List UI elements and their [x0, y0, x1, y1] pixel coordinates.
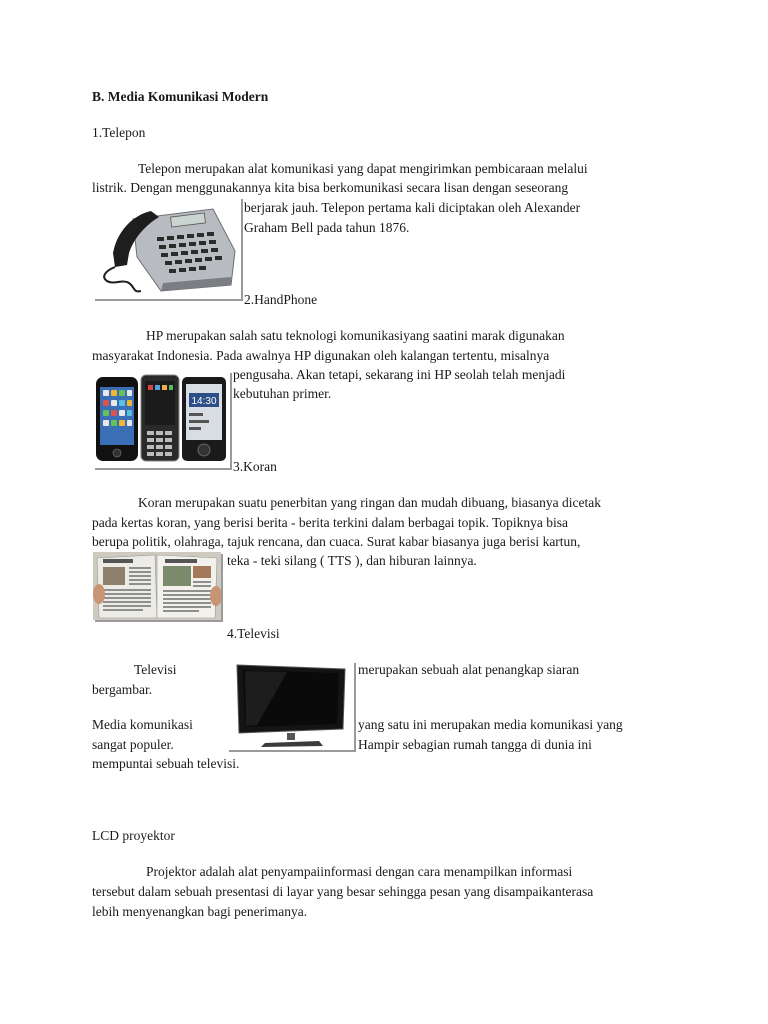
televisi-line-4a: sangat populer. — [92, 737, 174, 752]
koran-line-3: berupa politik, olahraga, tajuk rencana, dan cuaca. Surat kabar biasanya juga berisi kartun, — [92, 534, 581, 549]
television-image — [227, 661, 354, 750]
televisi-line-1a: Televisi — [134, 662, 177, 677]
televisi-line-5: mempuntai sebuah televisi. — [92, 756, 240, 771]
handphone-image — [93, 371, 230, 468]
newspaper-image — [93, 552, 221, 620]
telepon-line-2: listrik. Dengan menggunakannya kita bisa berkomunikasi secara lisan dengan seseorang — [92, 180, 569, 195]
telepon-title: 1.Telepon — [92, 125, 146, 140]
desk-phone-illustration — [93, 197, 241, 299]
televisi-title: 4.Televisi — [227, 626, 280, 641]
flat-tv-illustration — [227, 661, 354, 750]
section-heading: B. Media Komunikasi Modern — [92, 89, 269, 104]
newspaper-illustration — [93, 552, 221, 620]
telephone-image — [93, 197, 241, 299]
telepon-line-1: Telepon merupakan alat komunikasi yang dapat mengirimkan pembicaraan melalui — [138, 161, 588, 176]
lcd-line-3: lebih menyenangkan bagi penerimanya. — [92, 904, 308, 919]
handphone-line-1: HP merupakan salah satu teknologi komunikasiyang saatini marak digunakan — [146, 328, 565, 343]
three-phones-illustration — [93, 371, 230, 468]
lcd-line-1: Projektor adalah alat penyampaiinformasi dengan cara menampilkan informasi — [146, 864, 573, 879]
koran-line-2: pada kertas koran, yang berisi berita - berita terkini dalam berbagai topik. Topiknya bisa — [92, 515, 569, 530]
handphone-line-4: kebutuhan primer. — [233, 386, 332, 401]
handphone-title: 2.HandPhone — [244, 292, 318, 307]
lcd-line-2: tersebut dalam sebuah presentasi di layar yang besar sehingga pesan yang disampaikanterasa — [92, 884, 594, 899]
telepon-line-3: berjarak jauh. Telepon pertama kali diciptakan oleh Alexander — [244, 200, 581, 215]
lcd-title: LCD proyektor — [92, 828, 175, 843]
koran-title: 3.Koran — [233, 459, 277, 474]
televisi-line-1b: merupakan sebuah alat penangkap siaran — [358, 662, 580, 677]
phone-clock-text: 14:30 — [191, 396, 217, 407]
televisi-line-2: bergambar. — [92, 682, 153, 697]
koran-line-4: teka - teki silang ( TTS ), dan hiburan lainnya. — [227, 553, 477, 568]
televisi-line-3b: yang satu ini merupakan media komunikasi yang — [358, 717, 623, 732]
telepon-line-4: Graham Bell pada tahun 1876. — [244, 220, 410, 235]
handphone-line-3: pengusaha. Akan tetapi, sekarang ini HP seolah telah menjadi — [233, 367, 566, 382]
koran-line-1: Koran merupakan suatu penerbitan yang ringan dan mudah dibuang, biasanya dicetak — [138, 495, 601, 510]
televisi-line-4b: Hampir sebagian rumah tangga di dunia ini — [358, 737, 592, 752]
handphone-line-2: masyarakat Indonesia. Pada awalnya HP digunakan oleh kalangan tertentu, misalnya — [92, 348, 550, 363]
televisi-line-3a: Media komunikasi — [92, 717, 193, 732]
